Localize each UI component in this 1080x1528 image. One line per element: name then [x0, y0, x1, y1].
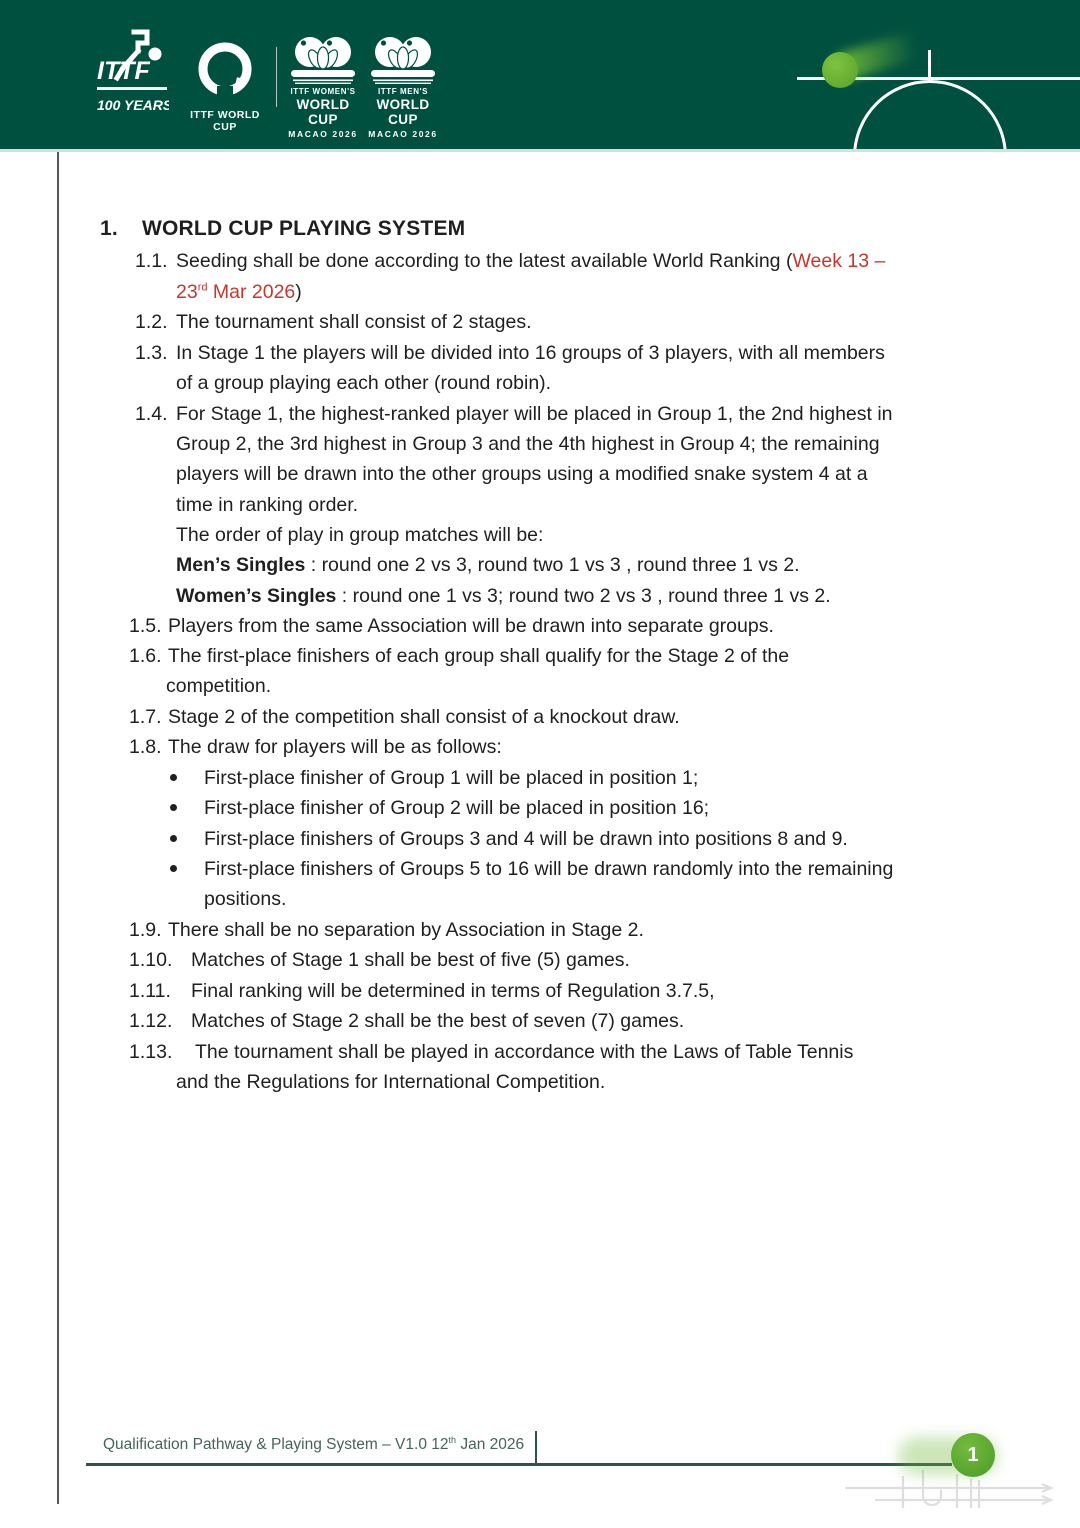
list-item-1-8: 1.8. The draw for players will be as follows: — [129, 736, 502, 758]
page-edge-line — [57, 152, 59, 1504]
worldcup-logo-label: ITTF WORLD CUP — [190, 109, 260, 133]
net-line — [928, 50, 931, 80]
bullet-item-3: First-place finishers of Groups 3 and 4 will be drawn into positions 8 and 9. — [170, 824, 848, 854]
logo-divider — [276, 47, 277, 107]
deco-circle — [853, 80, 1007, 152]
list-item-1-3-line2: of a group playing each other (round robin). — [176, 372, 552, 394]
page-number: 1 — [967, 1443, 979, 1466]
bullet-dot-icon — [170, 835, 177, 842]
play-order-mens: Men’s Singles : round one 2 vs 3, round two 1 vs 3 , round three 1 vs 2. — [176, 554, 800, 576]
macao-emblem-icon — [369, 33, 437, 85]
mens-logo-host: MACAO 2026 — [368, 129, 438, 139]
mens-logo-event: WORLD CUP — [376, 97, 430, 127]
womens-worldcup-logo — [281, 33, 365, 139]
bullet-dot-icon — [170, 865, 177, 872]
macao-emblem-icon — [289, 33, 357, 85]
womens-logo-event: WORLD CUP — [296, 97, 350, 127]
list-item-1-7: 1.7. Stage 2 of the competition shall consist of a knockout draw. — [129, 706, 680, 728]
mens-logo-org: ITTF MEN'S — [377, 87, 429, 96]
ittf-worldcup-logo — [186, 42, 264, 133]
list-item-1-4-line2: Group 2, the 3rd highest in Group 3 and the 4th highest in Group 4; the remaining — [176, 433, 880, 455]
ittf-100years-logo — [97, 28, 169, 120]
watermark — [845, 1466, 1065, 1524]
list-item-1-12: 1.12. Matches of Stage 2 shall be the best of seven (7) games. — [129, 1010, 685, 1032]
list-item-1-4-line3: players will be drawn into the other groups using a modified snake system 4 at a — [176, 463, 868, 485]
footer-divider — [535, 1431, 537, 1465]
ittf-player-icon — [97, 28, 169, 120]
womens-logo-org: ITTF WOMEN'S — [290, 87, 356, 96]
section-title — [100, 214, 465, 244]
list-item-1-4: 1.4. For Stage 1, the highest-ranked player will be placed in Group 1, the 2nd highest in — [135, 403, 893, 425]
list-item-1-6-line2: competition. — [166, 675, 272, 697]
mens-worldcup-logo — [361, 33, 445, 139]
womens-logo-host: MACAO 2026 — [288, 129, 358, 139]
list-item-1-13-line2: and the Regulations for International Competition. — [176, 1071, 606, 1093]
ball-icon — [822, 52, 858, 88]
header-banner — [0, 0, 1080, 152]
list-item-1-6: 1.6. The first-place finishers of each group shall qualify for the Stage 2 of the — [129, 645, 790, 667]
list-item-1-3: 1.3. In Stage 1 the players will be divided into 16 groups of 3 players, with all members — [135, 342, 885, 364]
play-order-intro: The order of play in group matches will be: — [176, 524, 544, 546]
list-item-1-1: 1.1. Seeding shall be done according to the latest available World Ranking (Week 13 – — [135, 250, 886, 272]
bullet-dot-icon — [170, 804, 177, 811]
bullet-item-4: First-place finishers of Groups 5 to 16 will be drawn randomly into the remaining — [170, 854, 893, 884]
svg-text:100 YEARS: 100 YEARS — [97, 97, 169, 113]
bullet-item-2: First-place finisher of Group 2 will be placed in position 16; — [170, 793, 709, 823]
list-item-1-2: 1.2. The tournament shall consist of 2 stages. — [135, 311, 532, 333]
section-title-text: WORLD CUP PLAYING SYSTEM — [142, 217, 466, 240]
bullet-item-1: First-place finisher of Group 1 will be placed in position 1; — [170, 763, 698, 793]
bullet-item-4-line2: positions. — [204, 888, 287, 910]
bullet-dot-icon — [170, 774, 177, 781]
footer-rule — [86, 1463, 952, 1466]
footer-document-label: Qualification Pathway & Playing System – V1.0 12th Jan 2026 — [103, 1434, 525, 1453]
section-number: 1. — [100, 217, 118, 240]
list-item-1-13: 1.13. The tournament shall be played in accordance with the Laws of Table Tennis — [129, 1041, 854, 1063]
list-item-1-4-line4: time in ranking order. — [176, 494, 359, 516]
worldcup-ring-icon — [186, 42, 264, 100]
list-item-1-5: 1.5. Players from the same Association will be drawn into separate groups. — [129, 615, 774, 637]
svg-text:ITTF: ITTF — [97, 57, 150, 85]
list-item-1-1-line2: 23rd Mar 2026) — [176, 281, 302, 303]
list-item-1-9: 1.9. There shall be no separation by Association in Stage 2. — [129, 919, 644, 941]
play-order-womens: Women’s Singles : round one 1 vs 3; round two 2 vs 3 , round three 1 vs 2. — [176, 585, 831, 607]
list-item-1-10: 1.10. Matches of Stage 1 shall be best of five (5) games. — [129, 949, 630, 971]
list-item-1-11: 1.11. Final ranking will be determined in terms of Regulation 3.7.5, — [129, 980, 715, 1002]
